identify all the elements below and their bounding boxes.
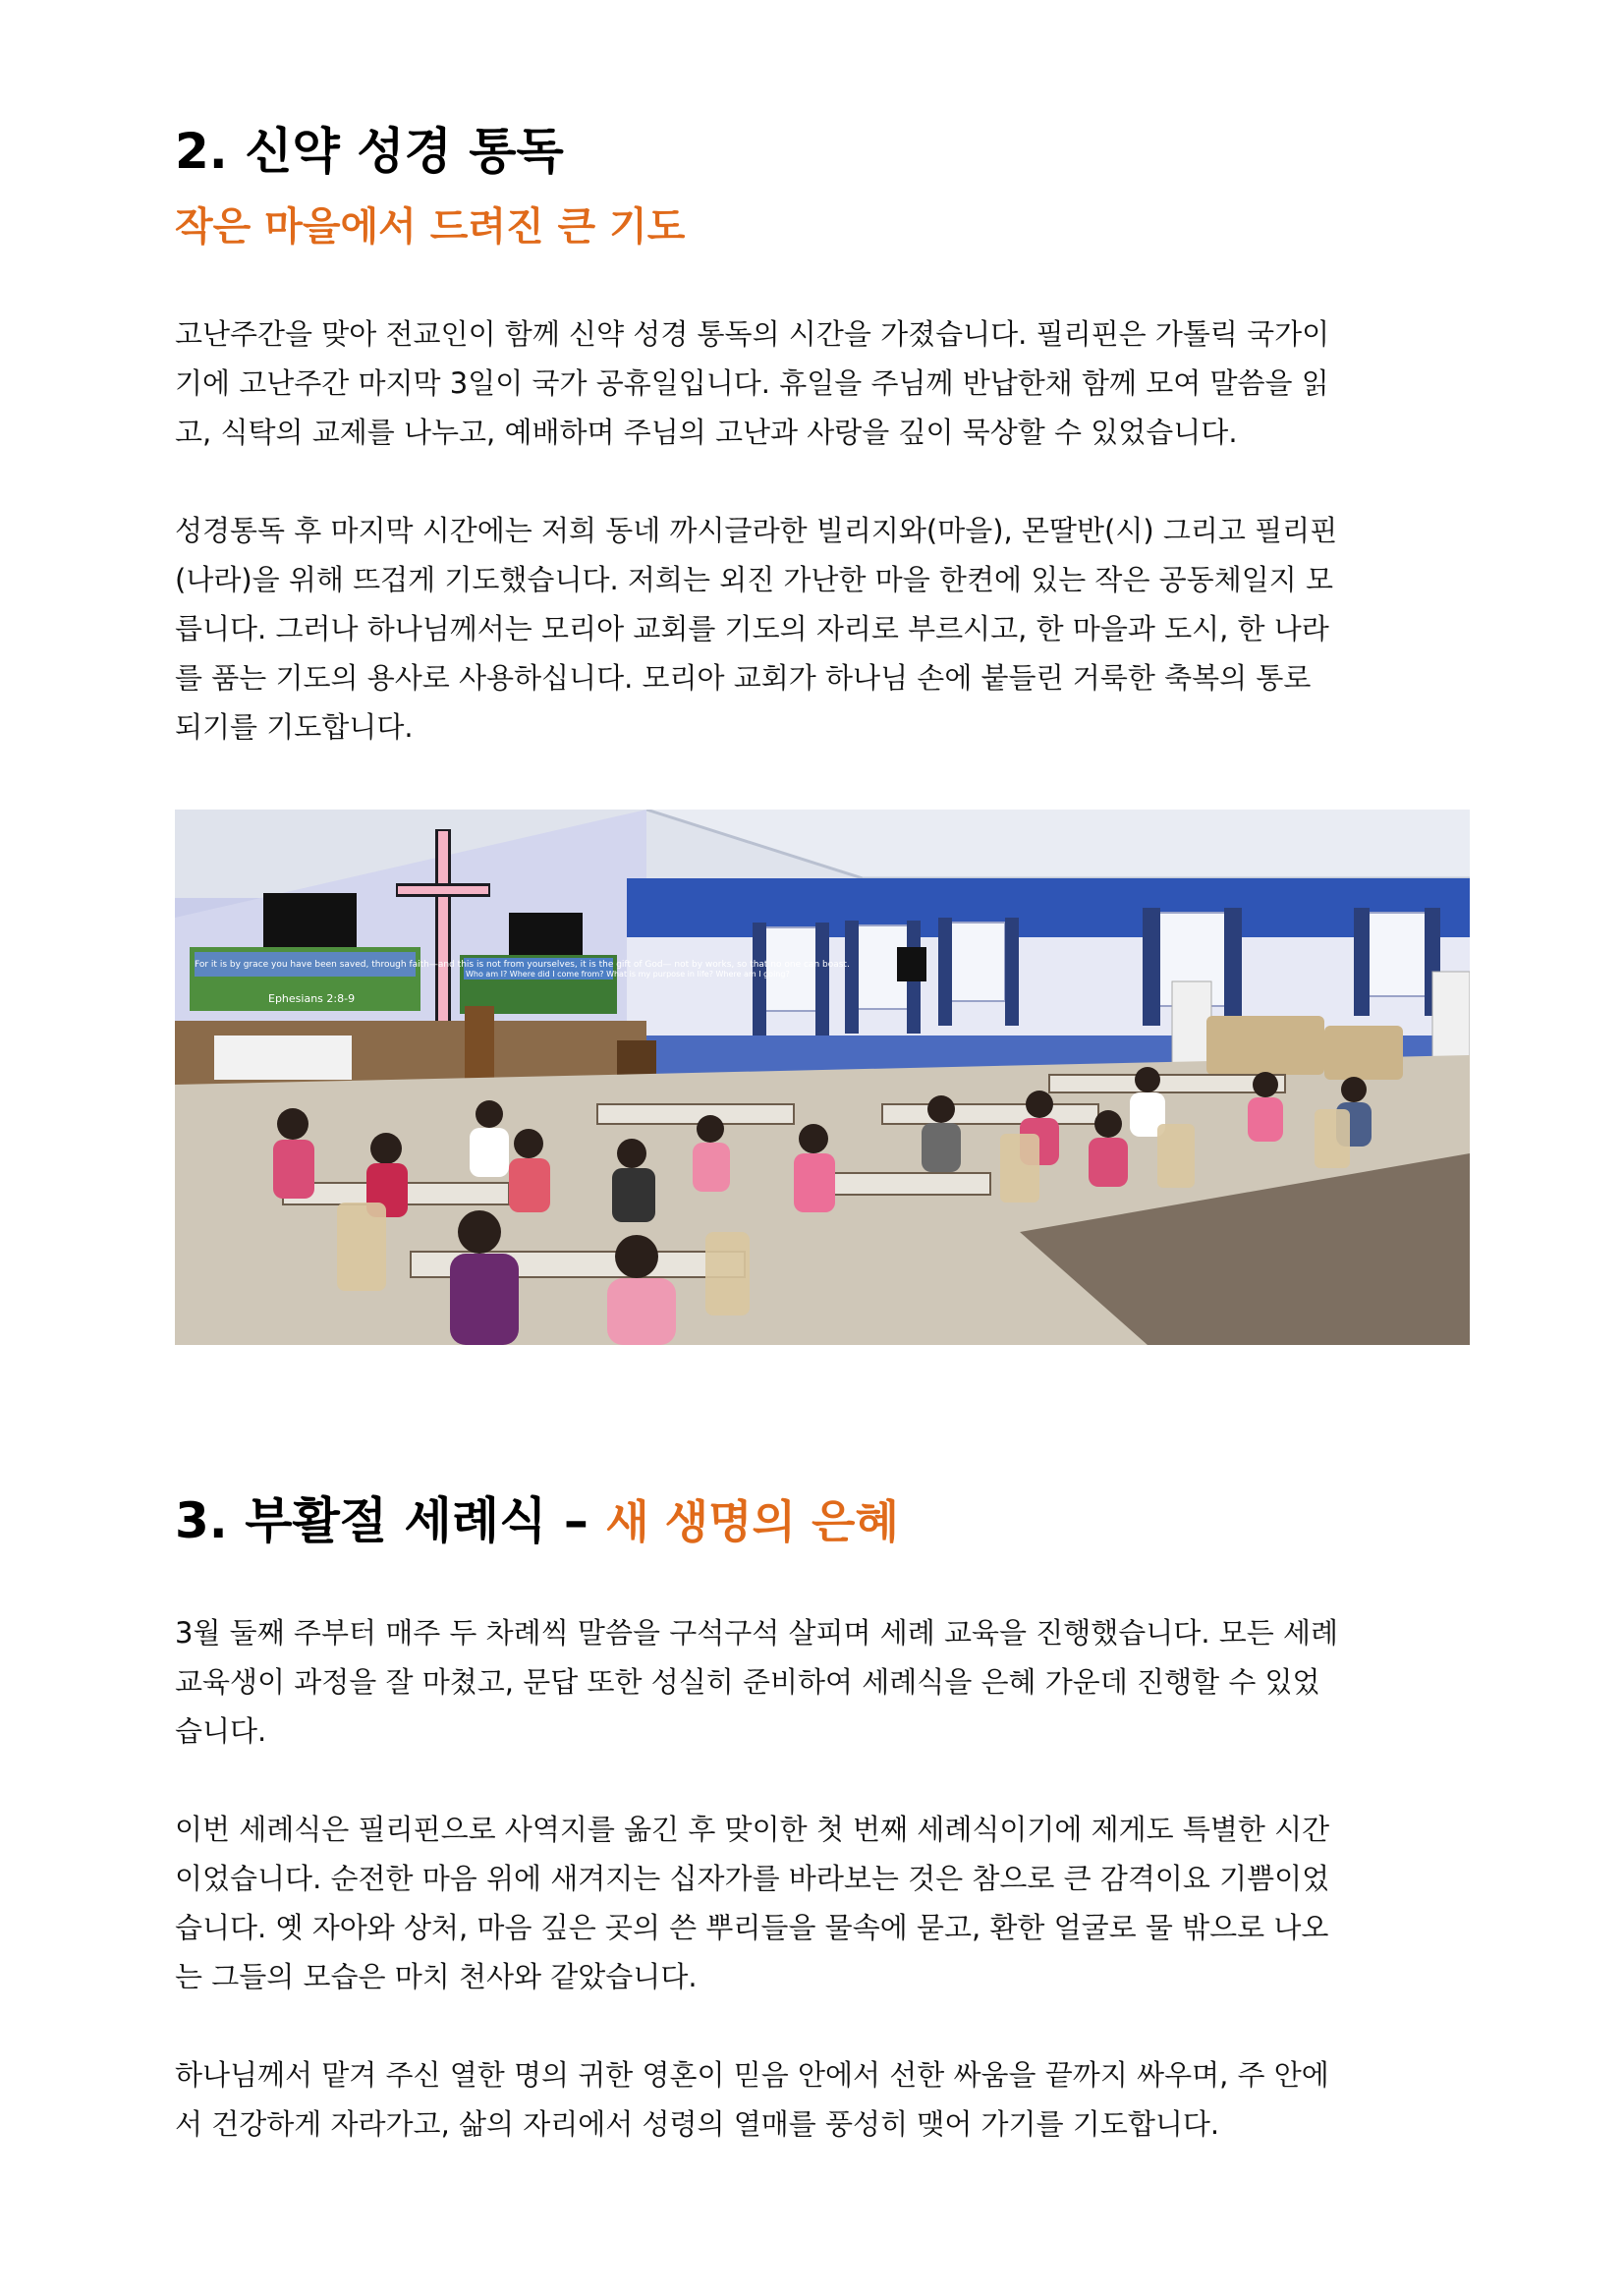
section-3-paragraph-2	[175, 1805, 1452, 2001]
text-line: (나라)을 위해 뜨겁게 기도했습니다. 저희는 외진 가난한 마을 한켠에 있는 작은 공동체일지 모	[175, 563, 1333, 596]
text-line: 성경통독 후 마지막 시간에는 저희 동네 까시글라한 빌리지와(마을), 몬딸반(시) 그리고 필리핀	[175, 514, 1338, 547]
text-line: 교육생이 과정을 잘 마쳤고, 문답 또한 성실히 준비하여 세례식을 은혜 가운데 진행할 수 있었	[175, 1665, 1320, 1699]
section-3-paragraph-1	[175, 1608, 1452, 1756]
section-3-heading	[175, 1491, 899, 1551]
text-line: 하나님께서 맡겨 주신 열한 명의 귀한 영혼이 믿음 안에서 선한 싸움을 끝까지 싸우며, 주 안에	[175, 2058, 1329, 2092]
section-3-paragraph-3	[175, 2050, 1452, 2149]
section-3-heading-text: 3. 부활절 세례식	[175, 1492, 547, 1549]
text-line: 고, 식탁의 교제를 나누고, 예배하며 주님의 고난과 사랑을 깊이 묵상할 수 있었습니다.	[175, 416, 1238, 449]
section-2-heading	[175, 122, 564, 181]
text-line: 되기를 기도합니다.	[175, 710, 414, 744]
section-2-paragraph-1	[175, 309, 1452, 457]
photo-illustration	[175, 810, 1470, 1345]
text-line: 이번 세례식은 필리핀으로 사역지를 옮긴 후 맞이한 첫 번째 세례식이기에 제게도 특별한 시간	[175, 1813, 1330, 1846]
text-line: 릅니다. 그러나 하나님께서는 모리아 교회를 기도의 자리로 부르시고, 한 마을과 도시, 한 나라	[175, 612, 1329, 645]
screen-right-text: Who am I? Where did I come from? What is my purpose in life? Where am I going?	[466, 970, 790, 979]
text-line: 고난주간을 맞아 전교인이 함께 신약 성경 통독의 시간을 가졌습니다. 필리핀은 가톨릭 국가이	[175, 317, 1330, 351]
screen-left-reference: Ephesians 2:8-9	[268, 992, 356, 1005]
section-2-subheading: 작은 마을에서 드려진 큰 기도	[175, 204, 686, 250]
text-line: 를 품는 기도의 용사로 사용하십니다. 모리아 교회가 하나님 손에 붙들린 거룩한 축복의 통로	[175, 661, 1312, 695]
church-bible-reading-photo	[175, 810, 1470, 1345]
text-line: 는 그들의 모습은 마치 천사와 같았습니다.	[175, 1960, 698, 1993]
text-line: 습니다.	[175, 1714, 267, 1748]
screen-left-verse: For it is by grace you have been saved, through faith—and this is not from yourselves, it is the gift of God— not by works, so that no one can boast.	[195, 960, 850, 970]
text-line: 3월 둘째 주부터 매주 두 차례씩 말씀을 구석구석 살피며 세례 교육을 진행했습니다. 모든 세례	[175, 1616, 1339, 1650]
section-3-heading-accent: 새 생명의 은혜	[605, 1495, 899, 1548]
section-3-heading-dash: –	[546, 1492, 606, 1549]
section-2-heading-text: 2. 신약 성경 통독	[175, 123, 564, 180]
text-line: 서 건강하게 자라가고, 삶의 자리에서 성령의 열매를 풍성히 맺어 가기를 기도합니다.	[175, 2107, 1220, 2141]
text-line: 이었습니다. 순전한 마음 위에 새겨지는 십자가를 바라보는 것은 참으로 큰 감격이요 기쁨이었	[175, 1862, 1330, 1895]
text-line: 기에 고난주간 마지막 3일이 국가 공휴일입니다. 휴일을 주님께 반납한채 함께 모여 말씀을 읽	[175, 366, 1329, 400]
text-line: 습니다. 옛 자아와 상처, 마음 깊은 곳의 쓴 뿌리들을 물속에 묻고, 환한 얼굴로 물 밖으로 나오	[175, 1911, 1329, 1944]
section-2-paragraph-2	[175, 506, 1452, 752]
